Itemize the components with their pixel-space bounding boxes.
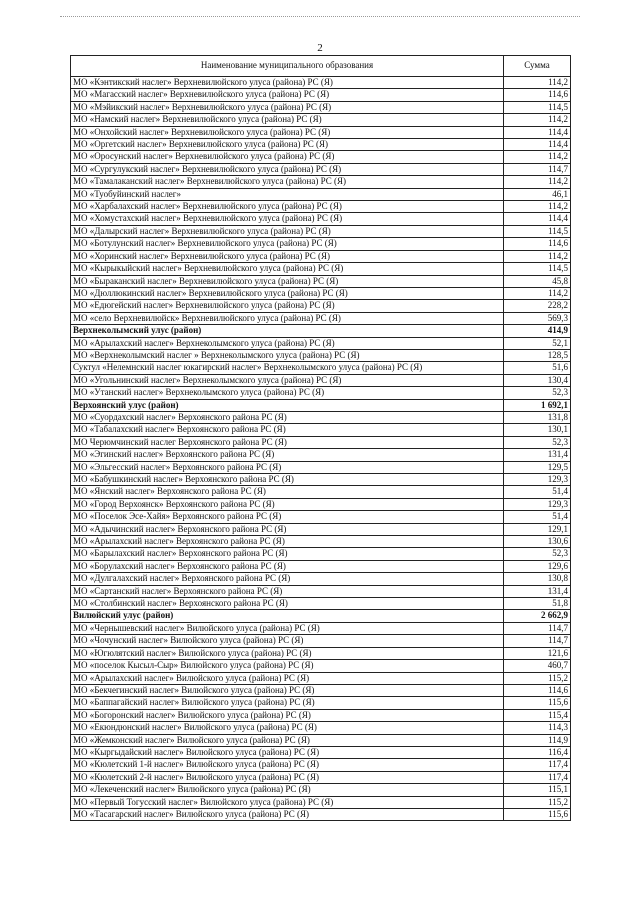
row-sum: 130,1	[504, 424, 571, 436]
row-name: МО «Екюндюнский наслег» Вилюйского улуса (района) РС (Я)	[71, 722, 504, 734]
row-name: МО «Чочунский наслег» Вилюйского улуса (района) РС (Я)	[71, 635, 504, 647]
table-row	[71, 808, 571, 820]
row-sum: 115,1	[504, 784, 571, 796]
row-sum: 114,2	[504, 176, 571, 188]
header-sum: Сумма	[504, 56, 571, 77]
row-sum: 114,5	[504, 101, 571, 113]
row-sum: 51,4	[504, 486, 571, 498]
table-row	[71, 647, 571, 659]
row-sum: 114,2	[504, 201, 571, 213]
table-row	[71, 424, 571, 436]
row-sum: 131,4	[504, 585, 571, 597]
row-sum: 115,2	[504, 672, 571, 684]
row-sum: 114,4	[504, 139, 571, 151]
row-name: МО «Арылахский наслег» Верхоянского района РС (Я)	[71, 536, 504, 548]
row-sum: 129,3	[504, 498, 571, 510]
row-sum: 129,3	[504, 474, 571, 486]
row-name: МО «Кырыкыйский наслег» Верхневилюйского улуса (района) РС (Я)	[71, 263, 504, 275]
table-row	[71, 126, 571, 138]
row-sum: 414,9	[504, 325, 571, 337]
row-name: МО «Онхойский наслег» Верхневилюйского улуса (района) РС (Я)	[71, 126, 504, 138]
row-name: МО «Арылахский наслег» Верхнеколымского улуса (района) РС (Я)	[71, 337, 504, 349]
row-name: МО «Далырский наслег» Верхневилюйского улуса (района) РС (Я)	[71, 225, 504, 237]
row-sum: 114,2	[504, 151, 571, 163]
header-name: Наименование муниципального образования	[71, 56, 504, 77]
row-sum: 131,8	[504, 411, 571, 423]
row-sum: 114,6	[504, 684, 571, 696]
row-name: МО «Кэнтикский наслег» Верхневилюйского улуса (района) РС (Я)	[71, 77, 504, 89]
row-sum: 121,6	[504, 647, 571, 659]
row-name: МО «Баппагайский наслег» Вилюйского улуса (района) РС (Я)	[71, 697, 504, 709]
row-sum: 460,7	[504, 660, 571, 672]
table-row	[71, 449, 571, 461]
row-sum: 114,2	[504, 114, 571, 126]
table-row	[71, 697, 571, 709]
table-header-row	[71, 56, 571, 77]
page-number: 2	[317, 42, 323, 54]
table-row	[71, 585, 571, 597]
row-name: МО «Адычинский наслег» Верхоянского района РС (Я)	[71, 523, 504, 535]
row-name: МО «Югюлятский наслег» Вилюйского улуса (района) РС (Я)	[71, 647, 504, 659]
row-sum: 114,7	[504, 163, 571, 175]
row-sum: 46,1	[504, 188, 571, 200]
table-row	[71, 349, 571, 361]
table-row	[71, 436, 571, 448]
row-sum: 52,3	[504, 387, 571, 399]
row-sum: 114,4	[504, 213, 571, 225]
table-row	[71, 89, 571, 101]
row-name: МО «Бабушкинский наслег» Верхоянского района РС (Я)	[71, 474, 504, 486]
row-sum: 117,4	[504, 759, 571, 771]
row-sum: 569,3	[504, 312, 571, 324]
row-name: МО «Сургулукский наслег» Верхневилюйского улуса (района) РС (Я)	[71, 163, 504, 175]
row-name: МО «Столбинский наслег» Верхоянского района РС (Я)	[71, 598, 504, 610]
table-row	[71, 672, 571, 684]
row-name: Суктул «Нелемнский наслег юкагирский наслег» Верхнеколымского улуса (района) РС (Я)	[71, 362, 504, 374]
table-row	[71, 250, 571, 262]
row-name: МО «Суордахский наслег» Верхоянского района РС (Я)	[71, 411, 504, 423]
table-row	[71, 213, 571, 225]
row-name: МО «Дулгалахский наслег» Верхоянского района РС (Я)	[71, 573, 504, 585]
row-name: Вилюйский улус (район)	[71, 610, 504, 622]
row-sum: 52,3	[504, 548, 571, 560]
row-sum: 129,1	[504, 523, 571, 535]
row-sum: 114,7	[504, 622, 571, 634]
row-sum: 114,4	[504, 126, 571, 138]
row-name: МО «Борулахский наслег» Верхоянского района РС (Я)	[71, 560, 504, 572]
table-row	[71, 387, 571, 399]
table-row	[71, 374, 571, 386]
table-row	[71, 771, 571, 783]
table-row	[71, 598, 571, 610]
table-row	[71, 411, 571, 423]
row-name: МО «Жемконский наслег» Вилюйского улуса (района) РС (Я)	[71, 734, 504, 746]
row-sum: 2 662,9	[504, 610, 571, 622]
row-name: МО «Чернышевский наслег» Вилюйского улуса (района) РС (Я)	[71, 622, 504, 634]
row-sum: 115,2	[504, 796, 571, 808]
row-name: МО «Эгинский наслег» Верхоянского района РС (Я)	[71, 449, 504, 461]
table-row	[71, 486, 571, 498]
row-name: МО «Табалахский наслег» Верхоянского района РС (Я)	[71, 424, 504, 436]
table-row	[71, 660, 571, 672]
row-sum: 115,6	[504, 697, 571, 709]
row-sum: 114,2	[504, 250, 571, 262]
row-name: МО «Эльгесский наслег» Верхоянского района РС (Я)	[71, 461, 504, 473]
row-name: МО «Хомустахский наслег» Верхневилюйского улуса (района) РС (Я)	[71, 213, 504, 225]
row-sum: 114,6	[504, 89, 571, 101]
table-row	[71, 163, 571, 175]
row-sum: 115,6	[504, 808, 571, 820]
table-row	[71, 511, 571, 523]
row-name: МО «Мэйикский наслег» Верхневилюйского улуса (района) РС (Я)	[71, 101, 504, 113]
row-sum: 129,6	[504, 560, 571, 572]
table-row	[71, 746, 571, 758]
row-sum: 117,4	[504, 771, 571, 783]
table-row	[71, 474, 571, 486]
table-row	[71, 709, 571, 721]
table-row	[71, 622, 571, 634]
row-sum: 114,2	[504, 287, 571, 299]
row-sum: 130,4	[504, 374, 571, 386]
table-row	[71, 461, 571, 473]
table-row	[71, 498, 571, 510]
row-sum: 130,8	[504, 573, 571, 585]
row-sum: 114,5	[504, 225, 571, 237]
scan-artifact-line	[60, 16, 580, 18]
row-sum: 116,4	[504, 746, 571, 758]
row-sum: 114,9	[504, 734, 571, 746]
table-row	[71, 337, 571, 349]
district-total-row	[71, 325, 571, 337]
table-row	[71, 176, 571, 188]
row-name: МО «поселок Кысыл-Сыр» Вилюйского улуса (района) РС (Я)	[71, 660, 504, 672]
row-name: МО «Богоронский наслег» Вилюйского улуса (района) РС (Я)	[71, 709, 504, 721]
row-sum: 51,8	[504, 598, 571, 610]
table-row	[71, 300, 571, 312]
table-row	[71, 796, 571, 808]
row-name: МО «Город Верхоянск» Верхоянского района РС (Я)	[71, 498, 504, 510]
table-row	[71, 536, 571, 548]
row-name: МО «село Верхневилюйск» Верхневилюйского улуса (района) РС (Я)	[71, 312, 504, 324]
table-row	[71, 523, 571, 535]
row-sum: 114,6	[504, 238, 571, 250]
row-sum: 52,1	[504, 337, 571, 349]
row-name: МО «Быраканский наслег» Верхневилюйского улуса (района) РС (Я)	[71, 275, 504, 287]
row-name: МО Черюмчинский наслег Верхоянского района РС (Я)	[71, 436, 504, 448]
row-sum: 115,4	[504, 709, 571, 721]
row-name: МО «Тасагарский наслег» Вилюйского улуса (района) РС (Я)	[71, 808, 504, 820]
row-sum: 1 692,1	[504, 399, 571, 411]
row-sum: 52,3	[504, 436, 571, 448]
row-sum: 131,4	[504, 449, 571, 461]
row-name: МО «Утанский наслег» Верхнеколымского улуса (района) РС (Я)	[71, 387, 504, 399]
row-name: МО «Угольнинский наслег» Верхнеколымского улуса (района) РС (Я)	[71, 374, 504, 386]
table-row	[71, 635, 571, 647]
table-row	[71, 238, 571, 250]
row-name: МО «Барылахский наслег» Верхоянского района РС (Я)	[71, 548, 504, 560]
municipal-sums-table	[70, 55, 571, 821]
row-name: МО «Кюлетский 1-й наслег» Вилюйского улуса (района) РС (Я)	[71, 759, 504, 771]
table-row	[71, 548, 571, 560]
row-sum: 51,6	[504, 362, 571, 374]
table-row	[71, 188, 571, 200]
table-row	[71, 784, 571, 796]
row-sum: 228,2	[504, 300, 571, 312]
table-row	[71, 263, 571, 275]
row-name: МО «Магасский наслег» Верхневилюйского улуса (района) РС (Я)	[71, 89, 504, 101]
row-name: МО «Харбалахский наслег» Верхневилюйского улуса (района) РС (Я)	[71, 201, 504, 213]
district-total-row	[71, 399, 571, 411]
row-name: МО «Верхнеколымский наслег » Верхнеколымского улуса (района) РС (Я)	[71, 349, 504, 361]
row-name: МО «Едюгейский наслег» Верхневилюйского улуса (района) РС (Я)	[71, 300, 504, 312]
table-row	[71, 101, 571, 113]
row-name: МО «Бекчегинский наслег» Вилюйского улуса (района) РС (Я)	[71, 684, 504, 696]
table-row	[71, 759, 571, 771]
row-name: Верхнеколымский улус (район)	[71, 325, 504, 337]
row-name: МО «Янский наслег» Верхоянского района РС (Я)	[71, 486, 504, 498]
row-sum: 51,4	[504, 511, 571, 523]
row-name: МО «Кыргыдайский наслег» Вилюйского улуса (района) РС (Я)	[71, 746, 504, 758]
row-name: МО «Кюлетский 2-й наслег» Вилюйского улуса (района) РС (Я)	[71, 771, 504, 783]
table-row	[71, 362, 571, 374]
table-row	[71, 139, 571, 151]
row-name: МО «Сартанский наслег» Верхоянского района РС (Я)	[71, 585, 504, 597]
row-name: МО «Тамалаканский наслег» Верхневилюйского улуса (района) РС (Я)	[71, 176, 504, 188]
row-name: МО «Оросунский наслег» Верхневилюйского улуса (района) РС (Я)	[71, 151, 504, 163]
table-row	[71, 287, 571, 299]
row-sum: 114,5	[504, 263, 571, 275]
table-body	[71, 77, 571, 821]
row-sum: 130,6	[504, 536, 571, 548]
row-sum: 114,2	[504, 77, 571, 89]
table-row	[71, 201, 571, 213]
row-name: МО «Ботулунский наслег» Верхневилюйского улуса (района) РС (Я)	[71, 238, 504, 250]
row-sum: 45,8	[504, 275, 571, 287]
row-name: МО «Оргетский наслег» Верхневилюйского улуса (района) РС (Я)	[71, 139, 504, 151]
row-name: Верхоянский улус (район)	[71, 399, 504, 411]
row-name: МО «Хоринский наслег» Верхневилюйского улуса (района) РС (Я)	[71, 250, 504, 262]
table-row	[71, 151, 571, 163]
row-sum: 128,5	[504, 349, 571, 361]
table-row	[71, 560, 571, 572]
district-total-row	[71, 610, 571, 622]
row-name: МО «Поселок Эсе-Хайя» Верхоянского района РС (Я)	[71, 511, 504, 523]
row-sum: 114,3	[504, 722, 571, 734]
table-row	[71, 684, 571, 696]
row-name: МО «Намский наслег» Верхневилюйского улуса (района) РС (Я)	[71, 114, 504, 126]
table-row	[71, 77, 571, 89]
table-row	[71, 225, 571, 237]
table-row	[71, 722, 571, 734]
row-name: МО «Первый Тогусский наслег» Вилюйского улуса (района) РС (Я)	[71, 796, 504, 808]
table-row	[71, 312, 571, 324]
row-sum: 129,5	[504, 461, 571, 473]
row-name: МО «Лекеченский наслег» Вилюйского улуса (района) РС (Я)	[71, 784, 504, 796]
row-sum: 114,7	[504, 635, 571, 647]
row-name: МО «Туобуйинский наслег»	[71, 188, 504, 200]
row-name: МО «Дюллюкинский наслег» Верхневилюйского улуса (района) РС (Я)	[71, 287, 504, 299]
table-row	[71, 734, 571, 746]
table-row	[71, 114, 571, 126]
table-row	[71, 275, 571, 287]
table-row	[71, 573, 571, 585]
row-name: МО «Арылахский наслег» Вилюйского улуса (района) РС (Я)	[71, 672, 504, 684]
